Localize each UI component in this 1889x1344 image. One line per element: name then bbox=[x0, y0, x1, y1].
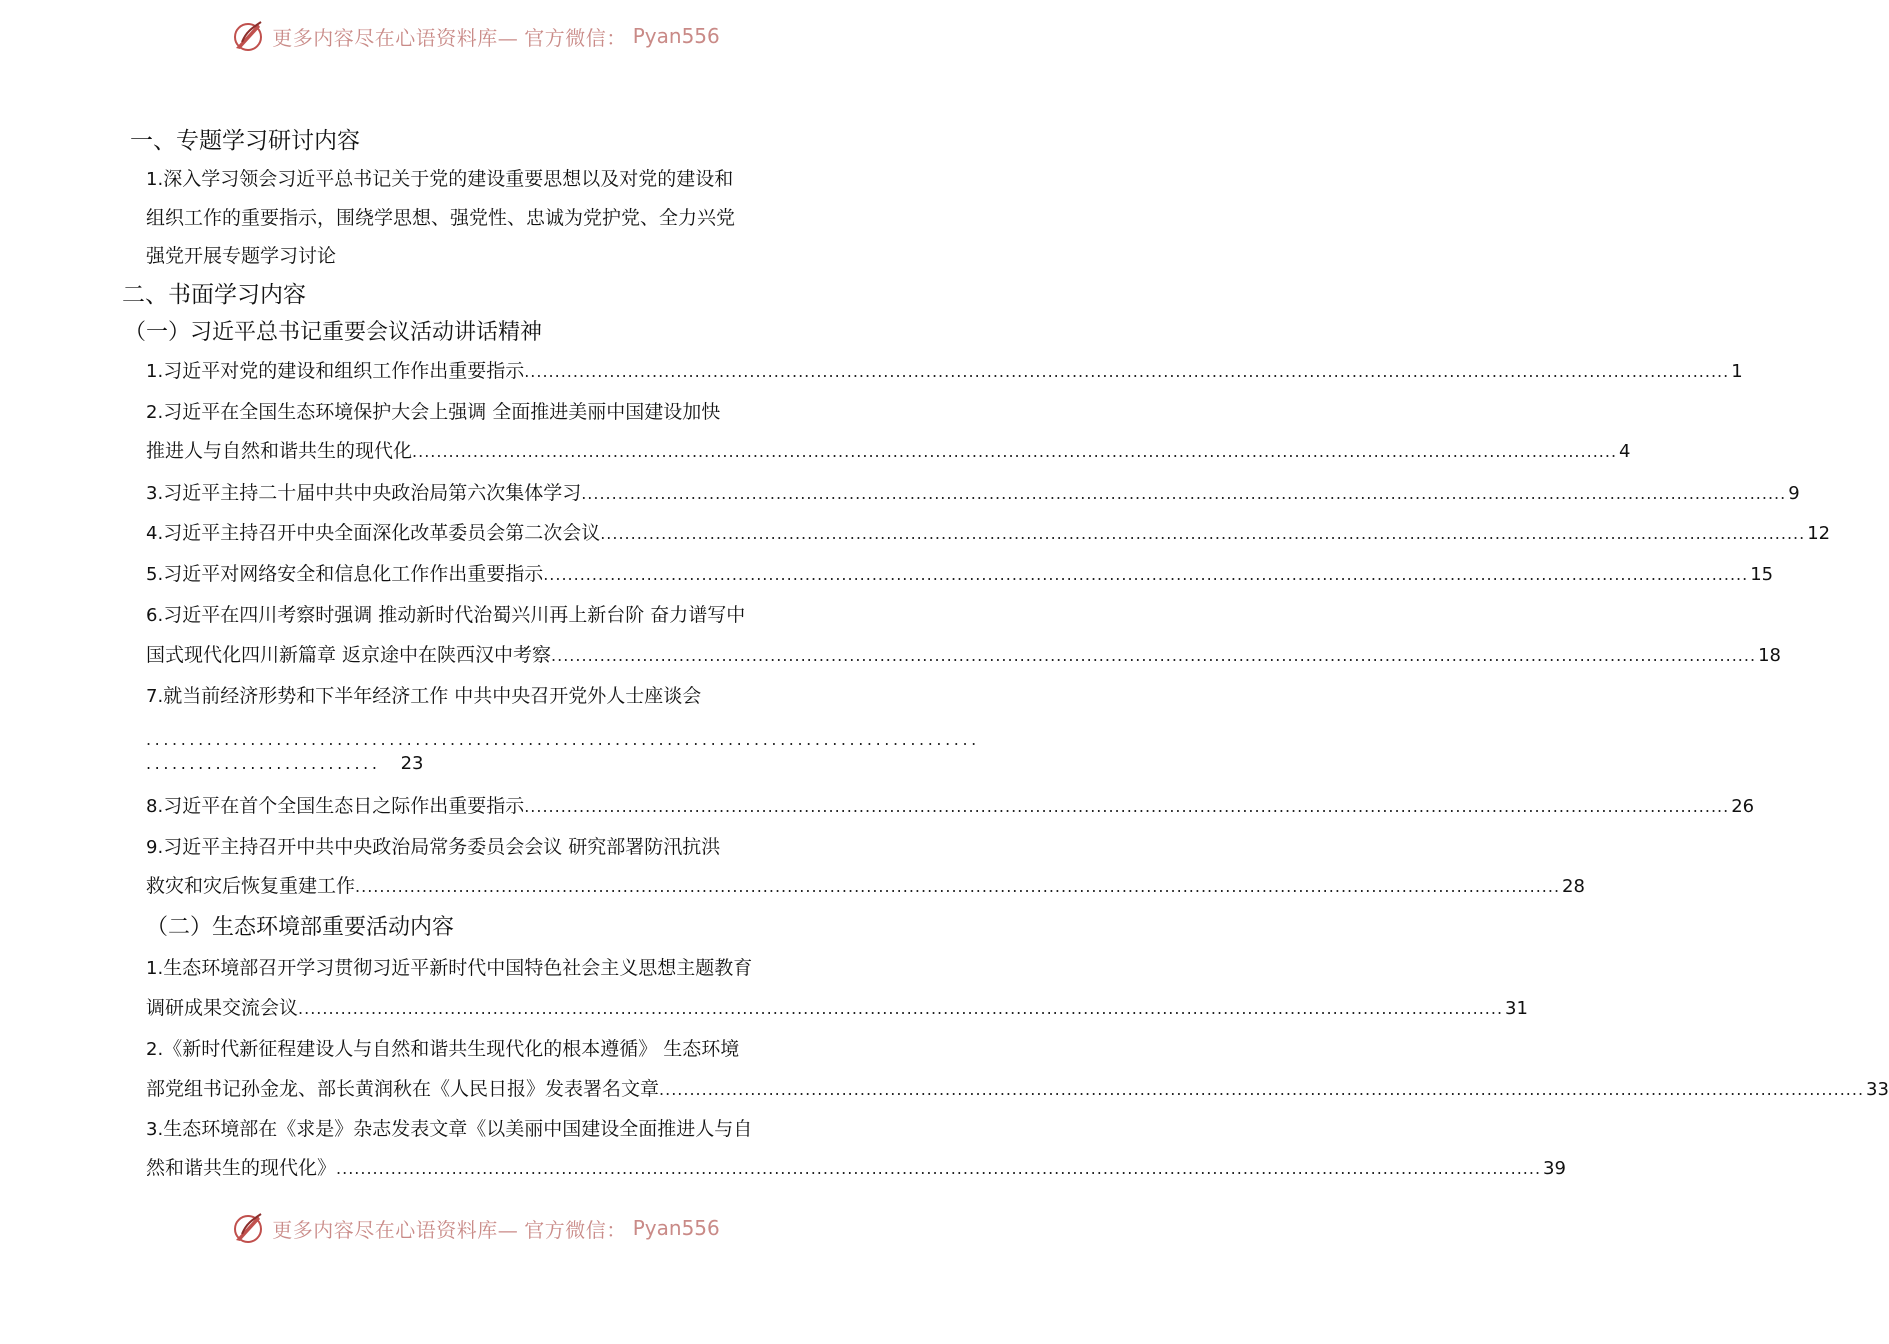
toc-number: 4. bbox=[146, 523, 164, 544]
toc-leader bbox=[355, 877, 1560, 896]
toc-leader bbox=[524, 362, 1729, 381]
toc-number: 2. bbox=[146, 402, 164, 423]
toc-title: 习近平主持二十届中共中央政治局第六次集体学习 bbox=[163, 482, 582, 504]
toc-title: 习近平主持召开中央全面深化改革委员会第二次会议 bbox=[163, 522, 601, 544]
banner-text: 更多内容尽在心语资料库— bbox=[272, 1217, 519, 1242]
toc-page: 15 bbox=[1750, 564, 1774, 585]
toc-leader bbox=[298, 999, 1503, 1018]
toc-page: 26 bbox=[1731, 796, 1755, 817]
toc-entry[interactable] bbox=[146, 559, 1774, 589]
toc-entry[interactable] bbox=[146, 640, 1781, 670]
toc-title: 习近平主持召开中共中央政治局常务委员会会议 研究部署防汛抗洪 bbox=[163, 836, 721, 858]
toc-entry[interactable] bbox=[146, 871, 1585, 901]
banner-wechat-id: Pyan556 bbox=[632, 1216, 720, 1240]
toc-title-cont: 部党组书记孙金龙、部长黄润秋在《人民日报》发表署名文章 bbox=[146, 1078, 660, 1100]
toc-entry[interactable] bbox=[146, 791, 1755, 821]
subsection-heading-1: （一）习近平总书记重要会议活动讲话精神 bbox=[124, 320, 543, 345]
section-heading-1: 一、专题学习研讨内容 bbox=[130, 128, 360, 154]
toc-leader bbox=[543, 565, 1748, 584]
toc-entry[interactable] bbox=[146, 478, 1800, 508]
toc-number: 8. bbox=[146, 796, 164, 817]
toc-entry-line1[interactable] bbox=[146, 953, 752, 980]
toc-leader bbox=[412, 442, 1617, 461]
toc-number: 3. bbox=[146, 1119, 164, 1140]
toc-number: 7. bbox=[146, 686, 164, 707]
banner-wechat-label: 官方微信： bbox=[524, 1217, 627, 1242]
toc-page: 23 bbox=[400, 753, 424, 774]
toc-page: 39 bbox=[1543, 1158, 1566, 1179]
section-heading-2: 二、书面学习内容 bbox=[122, 282, 306, 308]
toc-leader bbox=[581, 484, 1786, 503]
toc-page: 9 bbox=[1788, 483, 1800, 504]
toc-number: 1. bbox=[146, 958, 164, 979]
toc-title: 习近平在首个全国生态日之际作出重要指示 bbox=[163, 795, 525, 817]
toc-title: 习近平在四川考察时强调 推动新时代治蜀兴川再上新台阶 奋力谱写中 bbox=[163, 604, 746, 626]
toc-entry[interactable] bbox=[146, 436, 1631, 466]
toc-leader bbox=[659, 1080, 1864, 1099]
section1-item-line1 bbox=[146, 164, 733, 191]
toc-title: 生态环境部在《求是》杂志发表文章《以美丽中国建设全面推进人与自 bbox=[163, 1118, 753, 1140]
section1-item-line3: 强党开展专题学习讨论 bbox=[146, 245, 337, 267]
footer-banner bbox=[0, 1206, 950, 1250]
toc-title-cont: 调研成果交流会议 bbox=[146, 997, 299, 1019]
toc-leader bbox=[600, 524, 1805, 543]
toc-title: 习近平对党的建设和组织工作作出重要指示 bbox=[163, 360, 525, 382]
toc-page: 12 bbox=[1807, 523, 1831, 544]
toc-entry[interactable] bbox=[146, 518, 1831, 548]
toc-title: 生态环境部召开学习贯彻习近平新时代中国特色社会主义思想主题教育 bbox=[163, 957, 753, 979]
banner-text: 更多内容尽在心语资料库— bbox=[272, 25, 519, 50]
toc-number: 9. bbox=[146, 837, 164, 858]
toc-title: 习近平对网络安全和信息化工作作出重要指示 bbox=[163, 563, 544, 585]
toc-entry[interactable] bbox=[146, 356, 1743, 386]
toc-number: 3. bbox=[146, 483, 164, 504]
item-number: 1. bbox=[146, 169, 164, 190]
toc-entry-line1[interactable] bbox=[146, 681, 701, 708]
toc-entry-line1[interactable] bbox=[146, 1114, 752, 1141]
toc-page: 28 bbox=[1562, 876, 1585, 897]
banner-wechat-label: 官方微信： bbox=[524, 25, 627, 50]
toc-entry[interactable] bbox=[146, 1074, 1889, 1104]
toc-entry-line1[interactable] bbox=[146, 832, 720, 859]
toc-page: 1 bbox=[1731, 361, 1743, 382]
toc-title-cont: 国式现代化四川新篇章 返京途中在陕西汉中考察 bbox=[146, 644, 552, 666]
toc-number: 2. bbox=[146, 1039, 164, 1060]
toc-entry-line3[interactable] bbox=[146, 752, 423, 774]
toc-title: 习近平在全国生态环境保护大会上强调 全面推进美丽中国建设加快 bbox=[163, 401, 721, 423]
toc-title-cont: 救灾和灾后恢复重建工作 bbox=[146, 875, 356, 897]
toc-page: 31 bbox=[1505, 998, 1528, 1019]
toc-number: 1. bbox=[146, 361, 164, 382]
section1-item-line2: 组织工作的重要指示，围绕学思想、强党性、忠诚为党护党、全力兴党 bbox=[146, 207, 736, 229]
toc-page: 18 bbox=[1758, 645, 1781, 666]
toc-number: 5. bbox=[146, 564, 164, 585]
toc-entry[interactable] bbox=[146, 993, 1528, 1023]
toc-leader: ................................................................................................ bbox=[146, 730, 980, 749]
toc-number: 6. bbox=[146, 605, 164, 626]
banner-wechat-id: Pyan556 bbox=[632, 24, 720, 48]
subsection-heading-2: （二）生态环境部重要活动内容 bbox=[146, 915, 455, 940]
header-banner bbox=[0, 14, 950, 58]
toc-entry-line1[interactable] bbox=[146, 600, 745, 627]
quill-logo-icon bbox=[230, 18, 266, 54]
toc-leader bbox=[336, 1159, 1541, 1178]
toc-entry-line1[interactable] bbox=[146, 1034, 739, 1061]
item-text: 深入学习领会习近平总书记关于党的建设重要思想以及对党的建设和 bbox=[163, 168, 734, 190]
toc-entry[interactable] bbox=[146, 1153, 1566, 1183]
toc-entry-line1[interactable] bbox=[146, 397, 720, 424]
toc-leader bbox=[524, 797, 1729, 816]
toc-leader: ........................... bbox=[146, 754, 381, 773]
quill-logo-icon bbox=[230, 1210, 266, 1246]
banner-content bbox=[230, 1210, 720, 1246]
toc-title-cont: 推进人与自然和谐共生的现代化 bbox=[146, 440, 413, 462]
toc-title: 《新时代新征程建设人与自然和谐共生现代化的根本遵循》 生态环境 bbox=[163, 1038, 740, 1060]
toc-page: 4 bbox=[1619, 441, 1631, 462]
toc-title: 就当前经济形势和下半年经济工作 中共中央召开党外人士座谈会 bbox=[163, 685, 702, 707]
banner-content bbox=[230, 18, 720, 54]
toc-title-cont: 然和谐共生的现代化》 bbox=[146, 1157, 337, 1179]
toc-page: 33 bbox=[1866, 1079, 1889, 1100]
toc-leader bbox=[551, 646, 1756, 665]
